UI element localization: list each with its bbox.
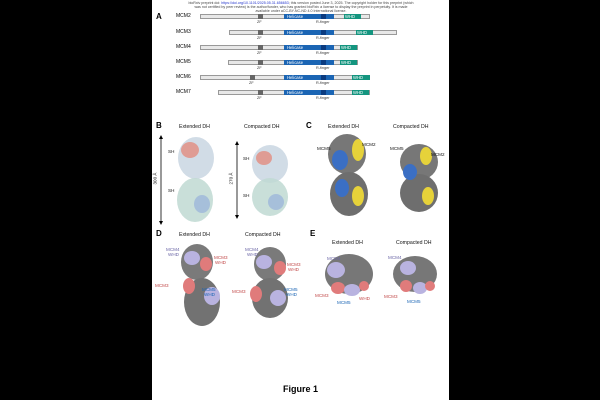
zf-label: ZF [257, 96, 262, 100]
rfinger-domain [321, 14, 326, 19]
header-line1b: ; this version posted June 3, 2025. The copyright holder for this preprint (which [288, 1, 414, 5]
compacted-mcm5 [403, 164, 417, 180]
arrow-head-icon [159, 135, 163, 139]
compacted-density-blue [268, 194, 284, 210]
extended-mcm3-whd [359, 281, 369, 291]
compacted-mcm3-whd [425, 281, 435, 291]
compacted-mcm4 [256, 255, 272, 269]
zf-label: ZF [249, 81, 254, 85]
zf-domain [250, 75, 255, 80]
extended-mcm5 [344, 284, 360, 296]
extended-mcm4 [184, 251, 200, 265]
zf-label: ZF [257, 66, 262, 70]
panel-d-mcm4-label: MCM4 [166, 247, 180, 252]
compacted-mcm3-bottom [250, 286, 262, 302]
arrow-head-icon [235, 215, 239, 219]
panel-b-compacted-title: Compacted DH [244, 124, 280, 130]
helicase-domain: Helicase [284, 60, 334, 65]
panel-c-extended-title: Extended DH [328, 124, 359, 130]
protein-name: MCM4 [176, 44, 191, 50]
extended-mcm3-bottom [183, 278, 195, 294]
compacted-mcm4 [400, 261, 416, 275]
protein-row-mcm7 [176, 88, 426, 100]
whd-domain: WHD [340, 60, 357, 65]
extended-mcm4 [327, 262, 345, 278]
arrow-head-icon [235, 141, 239, 145]
panel-d-mcm3-label: MCM3 [214, 255, 228, 260]
helicase-domain: Helicase [284, 14, 334, 19]
panel-e-density-maps [302, 248, 449, 308]
rfinger-domain [321, 90, 326, 95]
panel-e-mcm3-label: MCM3 [315, 293, 329, 298]
whd-domain: WHD [352, 90, 369, 95]
protein-name: MCM6 [176, 74, 191, 80]
length-compacted-label: 270 Å [228, 172, 234, 185]
sh-top-label-2: SH [243, 156, 250, 161]
sh-bottom-label: SH [168, 188, 175, 193]
panel-d-mcm4-whd-2: WHD [247, 252, 258, 257]
whd-domain: WHD [356, 30, 373, 35]
header-line1: bioRxiv preprint doi: [188, 1, 221, 5]
panel-c-mcm2-label: MCM2 [362, 142, 376, 147]
panel-d-mcm5-whd-2: WHD [286, 292, 297, 297]
panel-e-whd-label: WHD [359, 296, 370, 301]
zf-domain [258, 14, 263, 19]
panel-d-mcm4-label-2: MCM4 [245, 247, 259, 252]
protein-bar [200, 45, 358, 50]
panel-e-mcm4-label: MCM4 [327, 256, 341, 261]
rfinger-domain [321, 30, 326, 35]
zf-domain [258, 30, 263, 35]
sh-top-label: SH [168, 149, 175, 154]
rfinger-label: R-finger [316, 81, 330, 85]
panel-d-mcm3-label-2: MCM3 [287, 262, 301, 267]
panel-e-compacted-title: Compacted DH [396, 240, 432, 246]
panel-e-mcm4-label-2: MCM4 [388, 255, 402, 260]
compacted-mcm5 [413, 282, 427, 294]
panel-b-extended-title: Extended DH [179, 124, 210, 130]
compacted-density-red [256, 151, 272, 165]
panel-e-label: E [310, 229, 316, 238]
panel-e-extended-title: Extended DH [332, 240, 363, 246]
rfinger-label: R-finger [316, 66, 330, 70]
header-line3: available under aCC-BY-NC-ND 4.0 International license. [255, 9, 347, 14]
panel-a-label: A [156, 12, 162, 21]
panel-e-mcm5-label: MCM5 [337, 300, 351, 305]
rfinger-label: R-finger [316, 51, 330, 55]
panel-d-extended-title: Extended DH [179, 232, 210, 238]
zf-domain [258, 90, 263, 95]
rfinger-domain [321, 45, 326, 50]
panel-e-mcm3-label-2: MCM3 [384, 294, 398, 299]
extended-mcm2-bottom [352, 186, 364, 206]
whd-domain: WHD [352, 75, 370, 80]
zf-label: ZF [257, 20, 262, 24]
panel-d-mcm5-whd: WHD [204, 292, 215, 297]
protein-row-mcm2 [176, 12, 426, 24]
compacted-mcm2-bottom [422, 187, 434, 205]
whd-domain: WHD [344, 14, 361, 19]
extended-density-top [178, 137, 214, 179]
zf-domain [258, 60, 263, 65]
rfinger-label: R-finger [316, 96, 330, 100]
compacted-mcm3 [400, 280, 412, 292]
panel-d-mcm3-whd: WHD [215, 260, 226, 265]
panel-d-mcm5-label-2: MCM5 [284, 287, 298, 292]
panel-d-mcm3-side: MCM3 [155, 283, 169, 288]
rfinger-domain [321, 60, 326, 65]
compacted-mcm3-top [274, 261, 286, 275]
protein-row-mcm6 [176, 73, 426, 85]
protein-name: MCM5 [176, 59, 191, 65]
zf-label: ZF [257, 51, 262, 55]
panel-e-mcm5-label-2: MCM5 [407, 299, 421, 304]
panel-c-compacted-title: Compacted DH [393, 124, 429, 130]
panel-b-density-maps [152, 130, 302, 230]
rfinger-label: R-finger [316, 20, 330, 24]
panel-c-label: C [306, 121, 312, 130]
panel-c-mcm5-label-2: MCM5 [390, 146, 404, 151]
zf-domain [258, 45, 263, 50]
zf-label: ZF [257, 36, 262, 40]
protein-row-mcm4 [176, 43, 426, 55]
rfinger-label: R-finger [316, 36, 330, 40]
helicase-domain: Helicase [284, 90, 334, 95]
panel-d-mcm3-side-2: MCM3 [232, 289, 246, 294]
panel-c-mcm5-label: MCM5 [317, 146, 331, 151]
extended-density-blue [194, 195, 210, 213]
figure-caption: Figure 1 [282, 384, 318, 394]
extended-mcm3 [331, 282, 345, 294]
extended-density-red [181, 142, 199, 158]
panel-d-mcm3-whd-2: WHD [288, 267, 299, 272]
helicase-domain: Helicase [284, 75, 334, 80]
helicase-domain: Helicase [284, 30, 334, 35]
protein-name: MCM7 [176, 89, 191, 95]
doi-link[interactable]: https://doi.org/10.1101/2025.05.31.656653 [221, 1, 289, 5]
panel-d-mcm5-label: MCM5 [202, 287, 216, 292]
panel-b-label: B [156, 121, 162, 130]
protein-row-mcm3 [176, 28, 426, 40]
sh-bottom-label-2: SH [243, 193, 250, 198]
header-line2: was not certified by peer review) is the author/funder, who has granted bioRxiv a license to display the preprint in perpetuity. It is made [194, 5, 408, 10]
compacted-density-top [252, 145, 288, 183]
protein-row-mcm5 [176, 58, 426, 70]
compacted-mcm5 [270, 290, 286, 306]
extended-mcm3-top [200, 257, 212, 271]
panel-c-mcm2-label-2: MCM2 [431, 152, 445, 157]
panel-d-label: D [156, 229, 162, 238]
whd-domain: WHD [340, 45, 357, 50]
preprint-page [152, 0, 449, 400]
panel-d-compacted-title: Compacted DH [245, 232, 281, 238]
arrow-head-icon [159, 221, 163, 225]
length-extended-label: 300 Å [152, 172, 158, 185]
panel-d-mcm4-whd: WHD [168, 252, 179, 257]
helicase-domain: Helicase [284, 45, 334, 50]
protein-name: MCM2 [176, 13, 191, 19]
protein-name: MCM3 [176, 29, 191, 35]
rfinger-domain [321, 75, 326, 80]
extended-mcm5-bottom [335, 179, 349, 197]
extended-mcm5-top [332, 150, 348, 170]
